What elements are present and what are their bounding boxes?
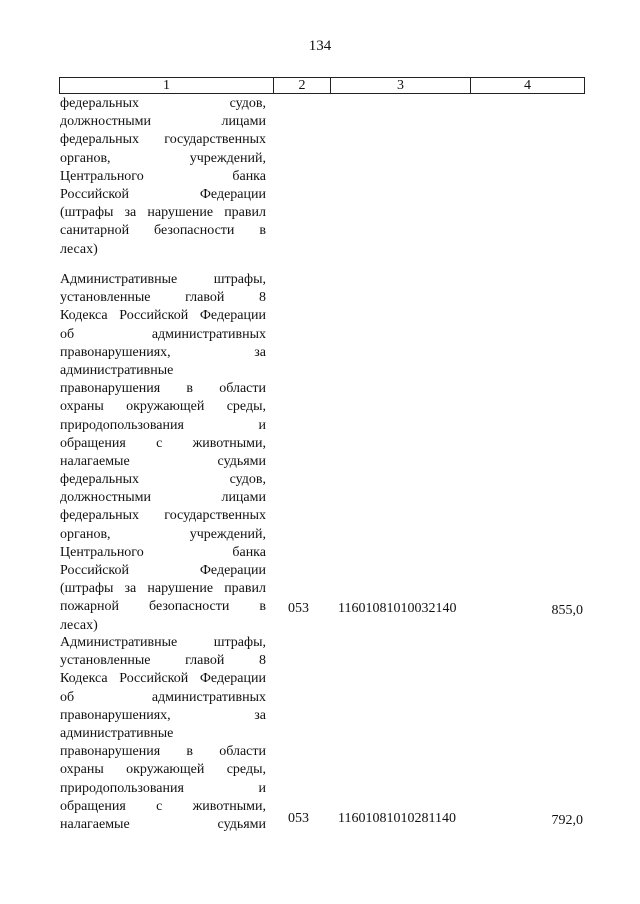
description-line: административные [60,362,174,378]
description-line: правонарушениях, за [60,344,266,360]
description-line: Российской Федерации [60,563,266,578]
amount-value: 792,0 [551,813,583,828]
description-line: лесах) [60,617,98,633]
description-line: об административных [60,689,266,705]
budget-classification-code: 11601081010281140 [338,811,456,826]
amount-value: 855,0 [551,603,583,618]
description-line: Административные штрафы, [60,272,266,287]
description-line: федеральных государственных [60,508,266,524]
description-line: должностными лицами [60,490,266,506]
description-line: Кодекса Российской Федерации [60,671,266,687]
column-4-header: 4 [524,78,531,93]
description-line: лесах) [60,241,98,257]
description-line: охраны окружающей среды, [60,762,266,778]
description-line: налагаемые судьями [60,816,266,832]
page-number: 134 [308,38,332,54]
description-line: об административных [60,326,266,342]
table-column-header [59,77,585,94]
description-line: (штрафы за нарушение правил [60,205,266,221]
description-line: Административные штрафы, [60,635,266,650]
description-line: федеральных государственных [60,132,266,148]
column-1-header: 1 [60,78,274,93]
column-2-header: 2 [274,78,331,93]
description-line: федеральных судов, [60,472,266,488]
description-line: обращения с животными, [60,435,266,451]
description-line: административные [60,725,174,741]
description-line: правонарушения в области [60,744,266,760]
description-line: установленные главой 8 [60,290,266,306]
admin-code: 053 [288,811,309,826]
description-line: установленные главой 8 [60,653,266,669]
description-line: Центрального банка [60,168,266,184]
description-line: Российской Федерации [60,186,266,202]
description-line: природопользования и [60,417,266,433]
description-line: обращения с животными, [60,798,266,814]
budget-classification-code: 11601081010032140 [338,601,457,616]
description-line: Центрального банка [60,544,266,560]
description-line: правонарушениях, за [60,707,266,723]
description-line: налагаемые судьями [60,453,266,469]
description-line: (штрафы за нарушение правил [60,581,266,597]
description-line: правонарушения в области [60,381,266,397]
row-description [60,271,266,635]
description-line: природопользования и [60,780,266,796]
description-line: органов, учреждений, [60,526,266,542]
description-line: федеральных судов, [60,96,266,111]
row-description [60,634,266,834]
row-description-continued [60,95,266,259]
description-line: пожарной безопасности в [60,599,266,615]
description-line: санитарной безопасности в [60,223,266,239]
admin-code: 053 [288,601,309,616]
column-3-header: 3 [331,78,471,93]
description-line: Кодекса Российской Федерации [60,308,266,324]
description-line: охраны окружающей среды, [60,399,266,415]
description-line: органов, учреждений, [60,150,266,166]
description-line: должностными лицами [60,114,266,130]
